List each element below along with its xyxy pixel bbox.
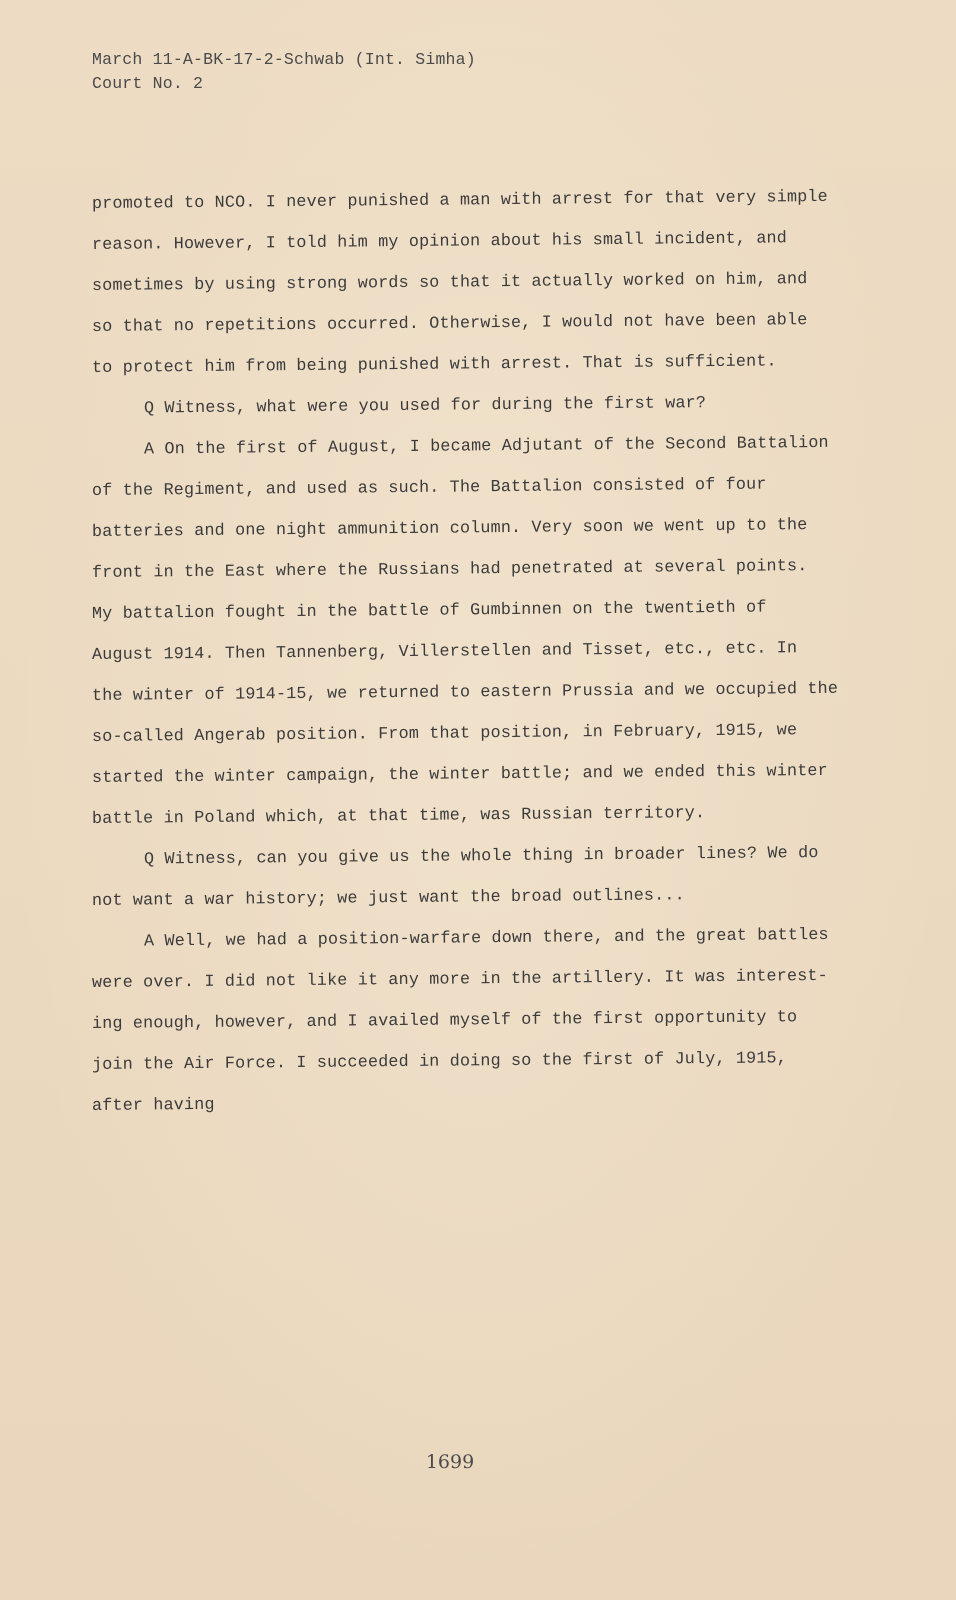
page-number: 1699: [425, 1451, 475, 1473]
transcript-line: not want a war history; we just want the broad outlines...: [91, 886, 685, 911]
transcript-line: batteries and one night ammunition column. Very soon we went up to the: [91, 516, 808, 542]
transcript-line: join the Air Force. I succeeded in doing so the first of July, 1915,: [91, 1049, 788, 1075]
transcript-line: reason. However, I told him my opinion about his small incident, and: [91, 229, 788, 255]
transcript-line: were over. I did not like it any more in the artillery. It was interest-: [91, 966, 828, 993]
transcript-line: promoted to NCO. I never punished a man with arrest for that very simple: [91, 187, 828, 214]
document-header: [92, 48, 476, 96]
transcript-line: started the winter campaign, the winter battle; and we ended this winter: [91, 761, 828, 788]
transcript-line: My battalion fought in the battle of Gumbinnen on the twentieth of: [91, 598, 767, 624]
transcript-line: to protect him from being punished with arrest. That is sufficient.: [91, 352, 777, 378]
transcript-line: after having: [91, 1095, 215, 1116]
header-court-number: Court No. 2: [92, 74, 204, 93]
transcript-line: battle in Poland which, at that time, was Russian territory.: [91, 804, 706, 829]
transcript-line: so that no repetitions occurred. Otherwise, I would not have been able: [91, 311, 808, 337]
transcript-body: [92, 184, 862, 1127]
answer-line: A Well, we had a position-warfare down there, and the great battles: [143, 925, 829, 952]
transcript-line: ing enough, however, and I availed myself of the first opportunity to: [91, 1008, 798, 1034]
transcript-line: so-called Angerab position. From that position, in February, 1915, we: [91, 721, 798, 747]
header-case-reference: March 11-A-BK-17-2-Schwab (Int. Simha): [92, 50, 476, 69]
transcript-line: August 1914. Then Tannenberg, Villerstellen and Tisset, etc., etc. In: [91, 639, 798, 665]
transcript-line: of the Regiment, and used as such. The Battalion consisted of four: [91, 475, 767, 501]
question-line: Q Witness, can you give us the whole thing in broader lines? We do: [143, 844, 819, 870]
transcript-line: sometimes by using strong words so that it actually worked on him, and: [91, 270, 808, 296]
transcript-line: the winter of 1914-15, we returned to eastern Prussia and we occupied the: [91, 679, 839, 706]
answer-line: A On the first of August, I became Adjutant of the Second Battalion: [143, 433, 829, 460]
transcript-line: front in the East where the Russians had penetrated at several points.: [91, 557, 808, 583]
question-line: Q Witness, what were you used for during the first war?: [143, 394, 707, 419]
